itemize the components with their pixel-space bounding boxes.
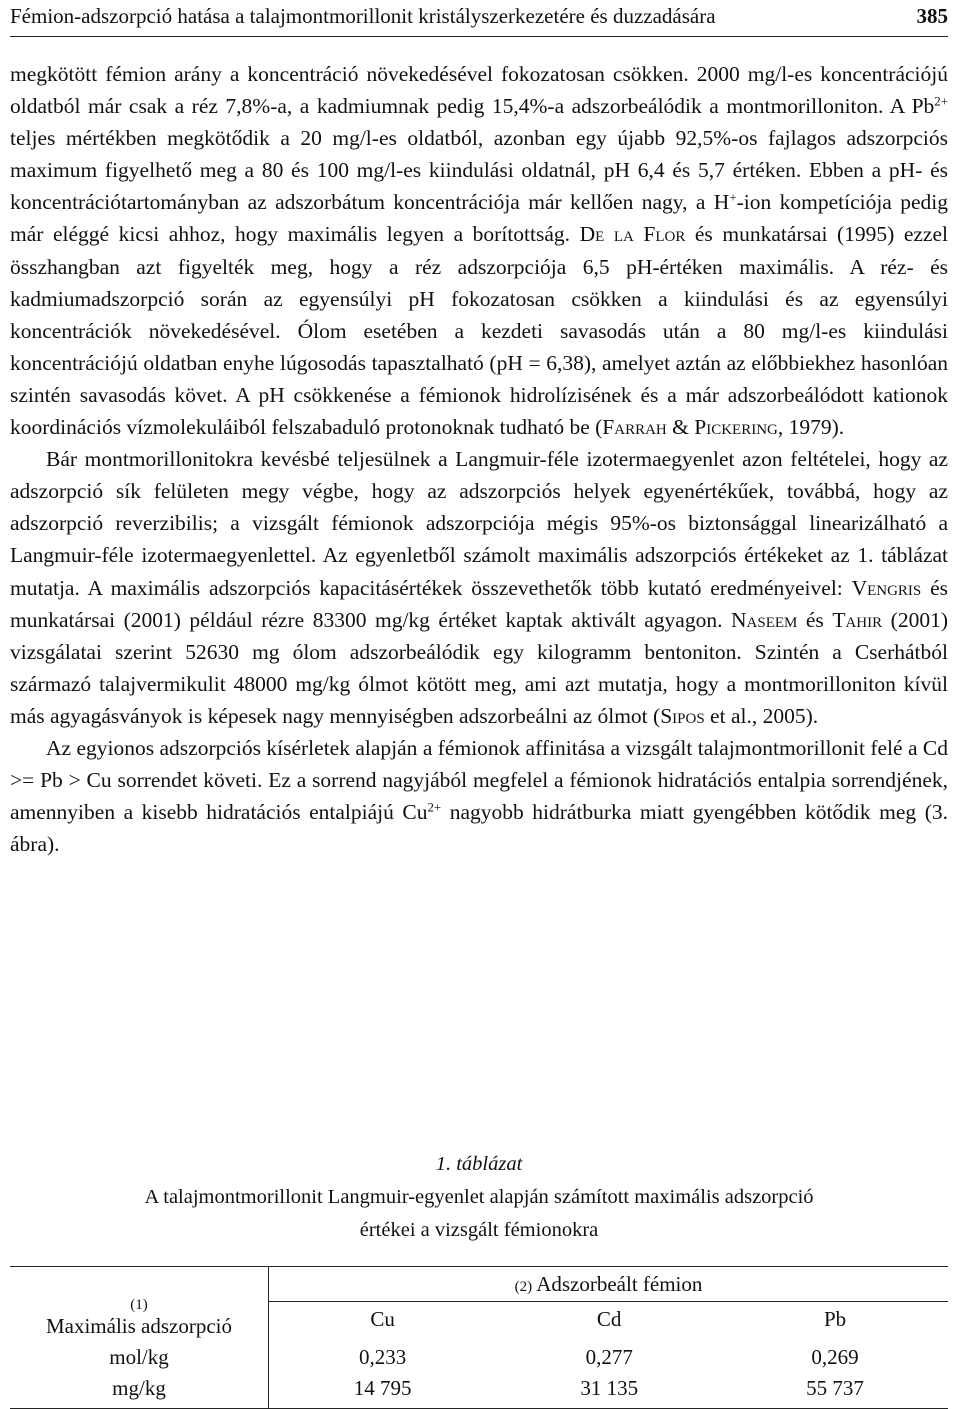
value-cell <box>496 1337 722 1409</box>
value: 0,233 <box>359 1344 407 1369</box>
author-reference: Farrah <box>602 415 667 440</box>
column-header: Cd <box>496 1302 722 1338</box>
footnote-marker: (1) <box>130 1297 148 1313</box>
data-table <box>10 1266 948 1409</box>
paragraph-1 <box>10 58 948 443</box>
text-run: és munkatársai (2001) például rézre 83300 mg/kg értéket kaptak aktivált agyagon. <box>10 575 948 632</box>
author-reference: Naseem <box>731 607 798 632</box>
group-header-label: Adszorbeált fémion <box>536 1271 703 1296</box>
header-rule <box>10 36 948 37</box>
text-run: Az egyionos adszorpciós kísérletek alapján a fémionok affinitása a vizsgált talajmontmorillonit felé a Cd >= Pb > Cu sorrendet követi. Ez a sorrend nagyjából megfelel a fémionok hidratációs entalpia sorrendjének, amennyiben a kisebb hidratációs entalpiájú Cu <box>10 735 948 825</box>
running-header <box>10 2 948 30</box>
author-reference: Vengris <box>851 575 922 600</box>
table-title-line-1: A talajmontmorillonit Langmuir-egyenlet alapján számított maximális adszorpció <box>144 1186 814 1208</box>
author-reference: Sipos <box>660 703 705 728</box>
value: 0,277 <box>585 1344 633 1369</box>
paragraph-3 <box>10 732 948 860</box>
author-reference: De la Flor <box>579 222 686 247</box>
row-header-label: Maximális adszorpció <box>45 1314 233 1338</box>
text-run: megkötött fémion arány a koncentráció növekedésével fokozatosan csökken. 2000 mg/l-es koncentrációjú oldatból már csak a réz 7,8%-a, a kadmiumnak pedig 15,4%-a adszorbeálódik a montmorilloniton. A Pb <box>10 62 948 119</box>
text-run: , 1979). <box>777 415 845 440</box>
text-run: (2001) vizsgálatai szerint 52630 mg ólom adszorbeálódik egy kilogramm bentoniton. Szintén a Cserhátból származó talajvermikulit 48000 mg/kg ólmot kötött meg, ami azt mutatja, hogy a montmorilloniton kívül más agyagásványok is képesek nagy mennyiségben adszorbeálni az ólmot ( <box>10 607 948 728</box>
text-run: és munkatársai (1995) ezzel összhangban azt figyelték meg, hogy a réz adszorpciója 6,5 pH-értéken maximális. A réz- és kadmiumadszorpció során az egyensúlyi pH fokozatosan csökken a kiindulási és az egyensúlyi koncentrációk növekedésével. Ólom esetében a kezdeti savasodás után a 80 mg/l-es kiindulási koncentrációjú oldatban enyhe lúgosodás tapasztalható (pH = 6,38), amelyet aztán az előbbiekhez hasonlóan szintén savasodás követ. A pH csökkenése a fémionok hidrolízisének és a már adszorbeálódott kationok koordinációs vízmolekuláiból felszabaduló protonoknak tudható be ( <box>10 222 948 440</box>
unit-cell <box>10 1337 269 1409</box>
footnote-marker: (2) <box>514 1278 533 1295</box>
text-run: és <box>797 607 833 632</box>
text-run: teljes mértékben megkötődik a 20 mg/l-es oldatból, azonban egy újabb 92,5%-os fajlagos adszorpciós maximum figyelhető meg a 80 és 100 mg/l-es kiindulási oldatnál, pH 6,4 és 5,7 értéken. Ebben a pH- és koncentrációtartományban az adszorbátum koncentrációja már kellően nagy, a H <box>10 126 948 215</box>
column-header: Cu <box>269 1302 497 1338</box>
value-cell <box>269 1337 497 1409</box>
group-header-cell <box>269 1267 949 1302</box>
text-run: -ion kompetíciója pedig már eléggé kicsi ahhoz, hogy maximális legyen a borítottság. <box>10 190 948 247</box>
table-number: 1. táblázat <box>435 1153 523 1175</box>
text-run: & <box>666 415 695 440</box>
author-reference: Tahir <box>832 607 883 632</box>
text-run: et al., 2005). <box>704 703 819 728</box>
text-run: Bár montmorillonitokra kevésbé teljesülnek a Langmuir-féle izotermaegyenlet azon feltételei, hogy az adszorpció sík felületen megy végbe, hogy az adszorpciós helyek egyenértékűek, továbbá, hogy az adszorpció reverzibilis; a vizsgált fémionok adszorpciója mégis 95%-os biztonsággal linearizálható a Langmuir-féle izotermaegyenlettel. Az egyenletből számolt maximális adszorpciós értékeket az 1. táblázat mutatja. A maximális adszorpciós kapacitásértékek összevethetők több kutató eredményeivel: <box>10 447 948 600</box>
superscript: + <box>729 190 737 205</box>
value: 14 795 <box>353 1375 412 1400</box>
text-run: nagyobb hidrátburka miatt gyengébben kötődik meg (3. ábra). <box>10 800 948 857</box>
superscript: 2+ <box>934 94 948 109</box>
running-title: Fémion-adszorpció hatása a talajmontmorillonit kristályszerkezetére és duzzadására <box>10 4 716 28</box>
value: 0,269 <box>811 1344 859 1369</box>
unit-label: mg/kg <box>112 1375 166 1400</box>
row-header-cell <box>10 1267 269 1338</box>
table-title-line-2: értékei a vizsgált fémionokra <box>359 1219 599 1241</box>
table-caption <box>10 1148 948 1247</box>
value: 31 135 <box>580 1375 639 1400</box>
unit-label: mol/kg <box>109 1344 169 1369</box>
author-reference: Pickering <box>694 415 778 440</box>
column-header: Pb <box>722 1302 948 1338</box>
paragraph-2 <box>10 443 948 732</box>
superscript: 2+ <box>427 800 442 815</box>
body-text <box>10 58 948 860</box>
page-number: 385 <box>916 4 948 28</box>
value-cell <box>722 1337 948 1409</box>
table-header-row <box>10 1267 948 1302</box>
table-row <box>10 1337 948 1409</box>
value: 55 737 <box>806 1375 864 1400</box>
